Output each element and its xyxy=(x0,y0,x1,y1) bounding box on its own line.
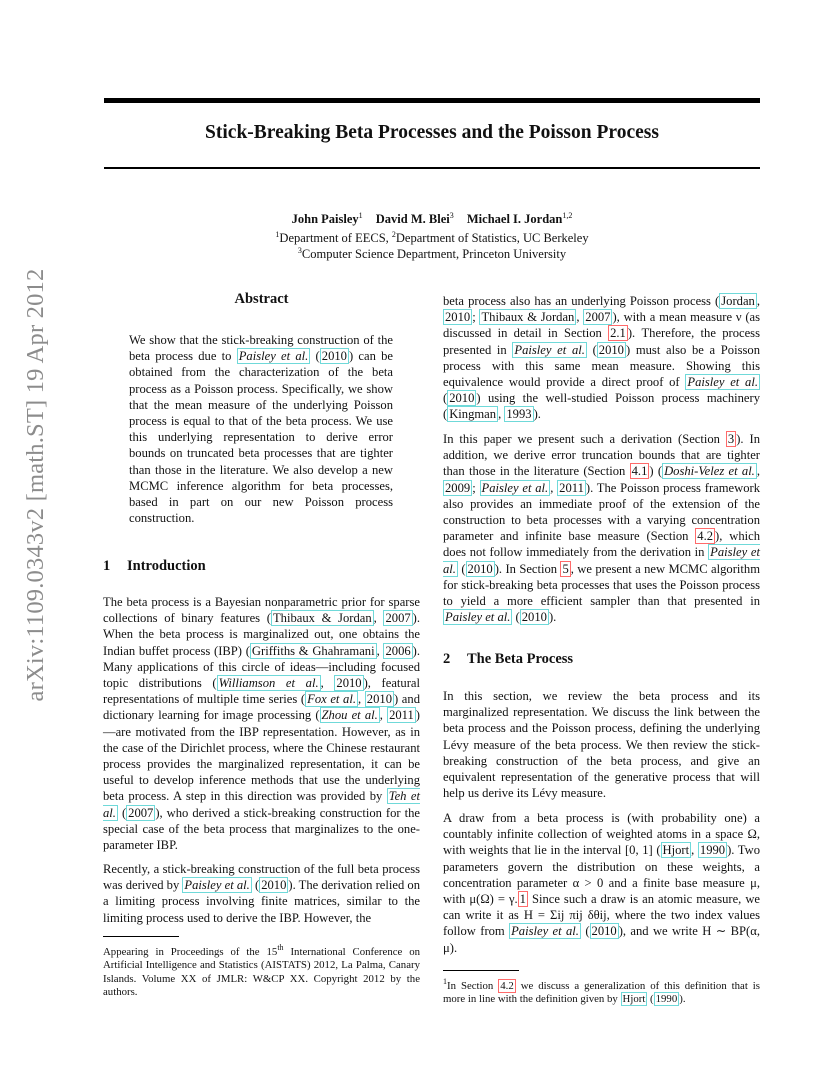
citation-link[interactable]: 2011 xyxy=(559,480,584,495)
citation-link[interactable]: Thibaux & Jordan xyxy=(272,611,372,626)
footnote-rule-right xyxy=(443,970,519,971)
body-text: , xyxy=(320,676,335,691)
body-text: ). Therefore, the process presented in xyxy=(443,326,760,357)
citation-link[interactable]: Paisley et al. xyxy=(687,375,758,390)
citation-link[interactable]: 2010 xyxy=(467,561,493,576)
body-text: ), and we write H ∼ BP(α, μ). xyxy=(443,924,760,955)
citation-link[interactable]: Paisley et al. xyxy=(481,480,549,495)
body-text: ). In addition, we derive error truncation bounds that are tighter than those in the literature (Section xyxy=(443,432,760,479)
abstract-body: We show that the stick-breaking construction of the beta process due to Paisley et al. ( 2010 ) can be obtained from the characterization of the beta process as a Poisson process. Specifically, we show that the mean measure of the underlying Poisson process is equal to that of the beta process. We use this underlying representation to derive error bounds on truncated beta processes that are tighter than those in the literature. We also develop a new MCMC inference algorithm for beta processes, based in part on our new Poisson process construction. xyxy=(129,333,394,526)
citation-link[interactable]: 2010 xyxy=(366,692,392,707)
citation-link[interactable]: Jordan xyxy=(721,294,755,308)
body-text: Recently, a stick-breaking construction of the full beta process was derived by xyxy=(103,862,420,893)
definition-footnote: $^1$In Section 4.2 we discuss a generalization of this definition that is more in line with the definition given by Hjort ( 1990 ). xyxy=(443,977,761,1006)
body-text: , xyxy=(550,480,558,495)
body-text: The beta process is a Bayesian nonparametric prior for sparse collections of binary features ( xyxy=(103,595,420,626)
body-text: ). Two parameters govern the distribution on these weights, a concentration parameter α > 0 and a finite base measure μ, with μ(Ω) = γ. xyxy=(443,843,761,907)
right-paragraph-3: In this section, we review the beta process and its marginalized representation. We discuss the link between the beta process and the Poisson process, defining the underlying Lévy measure of the beta process. We then review the stick-breaking construction of the beta process, and give an equivalent representation of the generative process that will help us derive its Lévy measure. xyxy=(443,689,760,801)
citation-link[interactable]: 2007 xyxy=(128,805,154,820)
body-text: , xyxy=(756,294,760,308)
section-1-heading: 1 Introduction xyxy=(103,558,206,574)
title-top-rule xyxy=(104,98,760,103)
citation-link[interactable]: Paisley et al. xyxy=(445,610,511,625)
citation-link[interactable]: 2010 xyxy=(591,924,617,939)
body-text: ). xyxy=(548,610,557,625)
section-ref-link[interactable]: 1 xyxy=(519,892,526,907)
section-ref-link[interactable]: 4.1 xyxy=(631,464,648,479)
citation-link[interactable]: Paisley et al. xyxy=(443,545,760,576)
citation-link[interactable]: Griffiths & Ghahramani xyxy=(251,643,375,658)
section-ref-link[interactable]: 3 xyxy=(727,432,735,446)
paper-title: Stick-Breaking Beta Processes and the Poisson Process xyxy=(205,122,659,143)
right-paragraph-1 xyxy=(443,293,760,423)
arxiv-identifier: arXiv:1109.0343v2 [math.ST] 19 Apr 2012 xyxy=(22,268,49,702)
title-bottom-rule xyxy=(104,167,760,169)
body-text: , xyxy=(756,464,760,479)
citation-link[interactable]: Kingman xyxy=(449,407,497,422)
author-list xyxy=(104,211,760,227)
affiliation-line-2: $^3$Computer Science Department, Princeton University xyxy=(297,246,567,261)
citation-link[interactable]: Hjort xyxy=(622,993,646,1006)
citation-link[interactable]: 2010 xyxy=(336,676,362,691)
body-text: ), featural representations of multiple time series ( xyxy=(103,676,421,707)
citation-link[interactable]: Paisley et al. xyxy=(184,878,250,893)
body-text: ( xyxy=(457,561,466,576)
right-paragraph-2 xyxy=(443,431,760,625)
body-text: ( xyxy=(443,391,448,406)
intro-paragraph-1 xyxy=(103,594,420,853)
body-text: ; xyxy=(472,480,480,495)
body-text: A draw from a beta process is (with probability one) a countably infinite collection of weighted atoms in a space Ω, with weights that lie in the interval [0, 1] ( xyxy=(443,811,760,858)
body-text: ). When the beta process is marginalized out, one obtains the Indian buffet process (IBP) ( xyxy=(103,611,420,658)
citation-link[interactable]: 2006 xyxy=(385,643,411,658)
body-text: ) ( xyxy=(649,464,663,479)
citation-link[interactable]: 2010 xyxy=(445,310,471,325)
citation-link[interactable]: 1993 xyxy=(506,407,532,422)
section-ref-link[interactable]: 4.2 xyxy=(500,980,514,992)
author-2: David M. Blei$^3$ xyxy=(375,211,454,226)
body-text: ) and dictionary learning for image processing ( xyxy=(103,692,420,723)
citation-link[interactable]: Fox et al. xyxy=(307,692,357,707)
body-text: , xyxy=(373,611,384,626)
body-text: , xyxy=(379,708,388,723)
body-text: ) must also be a Poisson process with this same mean measure. Showing this equivalence would provide a direct proof of xyxy=(443,342,760,390)
body-text: Since such a draw is an atomic measure, we can write it as H = Σ xyxy=(443,892,761,923)
intro-paragraph-2 xyxy=(103,861,420,926)
body-text: In this paper we present such a derivation (Section xyxy=(443,432,726,446)
citation-link[interactable]: 2010 xyxy=(321,349,347,364)
body-text: ) using the well-studied Poisson process machinery ( xyxy=(443,391,760,422)
citation-link[interactable]: Paisley et al. xyxy=(514,342,585,357)
citation-link[interactable]: 2009 xyxy=(445,480,471,495)
arxiv-sidebar xyxy=(6,268,66,702)
right-paragraph-4 xyxy=(443,810,760,956)
body-text: ), with a mean measure ν (as discussed in detail in Section xyxy=(443,310,761,341)
body-text: ). The derivation relied on a limiting process involving finite matrices, similar to the limiting process used to derive the IBP. However, the xyxy=(103,878,421,925)
author-3: Michael I. Jordan$^{1,2}$ xyxy=(466,211,573,226)
author-1: John Paisley$^1$ xyxy=(291,211,363,226)
section-ref-link[interactable]: 5 xyxy=(562,561,569,576)
body-text: ), which does not follow immediately from the derivation in xyxy=(443,529,760,560)
citation-link[interactable]: 2010 xyxy=(521,610,547,625)
section-ref-link[interactable]: 2.1 xyxy=(610,326,626,341)
citation-link[interactable]: 2007 xyxy=(385,611,411,626)
footnote-rule-left xyxy=(103,936,179,937)
citation-link[interactable]: 2007 xyxy=(585,310,611,325)
proceedings-footnote: Appearing in Proceedings of the 15th International Conference on Artificial Intelligence and Statistics (AISTATS) 2012, La Palma, Canary Islands. Volume XX of JMLR: W&CP XX. Copyright 2012 by the authors. xyxy=(103,943,421,999)
body-text: ( xyxy=(586,342,597,357)
citation-link[interactable]: Williamson et al. xyxy=(218,676,319,691)
body-text: ). Many applications of this circle of ideas—including focused topic distributions ( xyxy=(103,643,421,691)
body-text: ( xyxy=(580,924,590,939)
citation-link[interactable]: Paisley et al. xyxy=(238,349,309,364)
body-text: , we present a new MCMC algorithm for stick-breaking beta processes that uses the Poisson process to yield a more efficient sampler than that presented in xyxy=(443,561,761,609)
citation-link[interactable]: Doshi-Velez et al. xyxy=(664,464,755,479)
body-text: ; xyxy=(472,310,480,325)
body-text: ij δ xyxy=(575,908,594,923)
citation-link[interactable]: 2010 xyxy=(598,342,624,357)
body-text: , xyxy=(576,310,584,325)
body-text: ). xyxy=(533,407,541,422)
section-ref-link[interactable]: 4.2 xyxy=(697,529,714,544)
body-text: ( xyxy=(117,805,127,820)
body-text: ). In Section xyxy=(494,561,561,576)
body-text: , xyxy=(498,407,505,422)
citation-link[interactable]: 2010 xyxy=(261,878,287,893)
citation-link[interactable]: Hjort xyxy=(662,843,690,858)
citation-link[interactable]: Thibaux & Jordan xyxy=(481,310,575,325)
citation-link[interactable]: 1990 xyxy=(699,843,726,858)
body-text: ( xyxy=(512,610,520,625)
body-text: beta process also has an underlying Poisson process ( xyxy=(443,294,720,308)
body-text: ). The Poisson process framework also provides an immediate proof of the extension of the construction to beta processes with a varying concentration parameter and infinite base measure (Section xyxy=(443,480,760,544)
body-text: , xyxy=(376,643,384,658)
affiliation-line-1: $^1$Department of EECS, $^2$Department of Statistics, UC Berkeley xyxy=(275,230,589,245)
section-2-heading: 2 The Beta Process xyxy=(443,651,574,667)
body-text: , xyxy=(358,692,365,707)
citation-link[interactable]: Zhou et al. xyxy=(321,708,378,723)
body-text: )—are motivated from the IBP representation. However, as in the case of the Dirichlet process, where the Chinese restaurant process provides the marginalized representation, it can be useful to develop inference methods that use the underlying beta process. A step in this direction was provided by xyxy=(103,708,420,804)
citation-link[interactable]: Teh et al. xyxy=(103,789,420,820)
body-text: , xyxy=(691,843,698,858)
body-text: ), who derived a stick-breaking construction for the special case of the beta process that marginalizes to the one-parameter IBP. xyxy=(103,805,420,853)
body-text: θij, where the two index values follow from xyxy=(443,908,760,939)
citation-link[interactable]: 2011 xyxy=(389,708,414,723)
citation-link[interactable]: 2010 xyxy=(449,391,475,406)
abstract-heading: Abstract xyxy=(234,291,289,307)
citation-link[interactable]: 1990 xyxy=(655,993,678,1006)
body-text: ij π xyxy=(557,908,576,923)
citation-link[interactable]: Paisley et al. xyxy=(511,924,579,939)
body-text: ( xyxy=(251,878,260,893)
